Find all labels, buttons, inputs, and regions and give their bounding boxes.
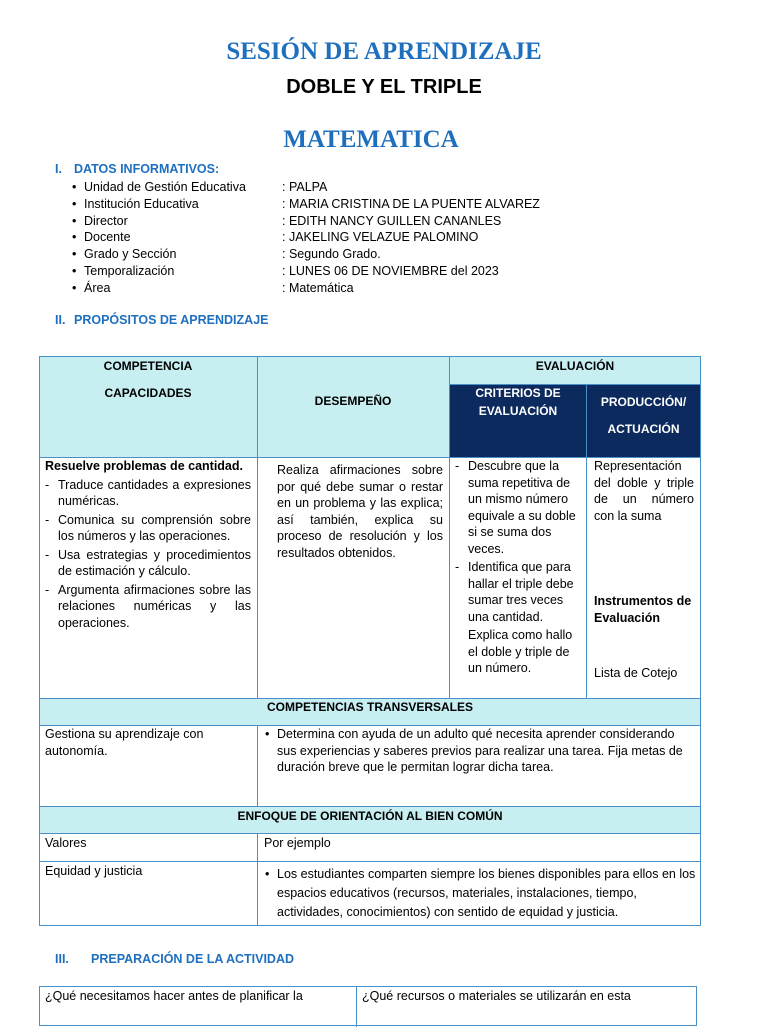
bullet-icon: • (72, 247, 77, 262)
info-value: : PALPA (282, 180, 328, 194)
transversales-header: COMPETENCIAS TRANSVERSALES (266, 700, 474, 714)
capacidades-list (45, 477, 251, 632)
ejemplo-label: Por ejemplo (264, 836, 331, 850)
info-label: Director (84, 213, 128, 228)
bullet-icon: • (72, 196, 77, 211)
preparation-col-2: ¿Qué recursos o materiales se utilizarán en esta (362, 989, 631, 1003)
section-2-title: PROPÓSITOS DE APRENDIZAJE (74, 313, 269, 327)
list-item: - Identifica que para hallar el triple debe sumar tres veces una cantidad. (455, 559, 581, 625)
grid-line (449, 384, 701, 385)
info-row (72, 196, 592, 213)
grid-line (356, 987, 357, 1027)
list-item: - Argumenta afirmaciones sobre las relaciones numéricas y las operaciones. (45, 582, 251, 632)
info-value: : JAKELING VELAZUE PALOMINO (282, 230, 479, 245)
grid-line (39, 725, 701, 726)
info-label: Grado y Sección (84, 247, 177, 262)
evaluacion-header: EVALUACIÓN (535, 359, 615, 373)
section-1-number: I. (55, 162, 62, 176)
info-row (72, 179, 592, 196)
bullet-icon: • (72, 213, 77, 228)
session-subtitle: DOBLE Y EL TRIPLE (286, 76, 482, 98)
section-3-number: III. (55, 952, 69, 966)
session-title: SESIÓN DE APRENDIZAJE (226, 38, 542, 65)
info-row (72, 229, 592, 246)
grid-line (257, 356, 258, 698)
list-item: - Traduce cantidades a expresiones numéricas. (45, 477, 251, 510)
preparation-table (39, 986, 697, 1026)
info-row (72, 213, 592, 230)
info-label: Temporalización (84, 263, 175, 278)
criterios-cell (455, 458, 581, 677)
bullet-icon: • (265, 727, 270, 741)
instrumentos-title: Instrumentos de Evaluación (594, 594, 692, 625)
grid-line (39, 698, 701, 699)
grid-line (39, 356, 701, 357)
criterios-header: CRITERIOS DE EVALUACIÓN (475, 386, 561, 418)
preparation-col-1: ¿Qué necesitamos hacer antes de planificar la (45, 989, 303, 1003)
section-1-title: DATOS INFORMATIVOS: (74, 162, 220, 176)
competencia-header: COMPETENCIA (103, 359, 193, 373)
grid-line (449, 356, 450, 698)
criterios-extra: Explica como hallo el doble y triple de un número. (468, 628, 573, 675)
grid-line (700, 356, 701, 926)
bullet-icon: • (72, 230, 77, 245)
transversal-competencia: Gestiona su aprendizaje con autonomía. (45, 727, 204, 758)
info-row (72, 263, 592, 280)
info-value: : LUNES 06 DE NOVIEMBRE del 2023 (282, 263, 499, 278)
purposes-table (39, 356, 701, 926)
produccion-header-1: PRODUCCIÓN/ (600, 395, 687, 409)
info-label: Área (84, 280, 111, 295)
info-label: Institución Educativa (84, 196, 199, 211)
info-value: : Segundo Grado. (282, 247, 381, 262)
bullet-icon: • (72, 180, 77, 194)
section-3-title: PREPARACIÓN DE LA ACTIVIDAD (91, 952, 295, 966)
bullet-icon: • (72, 280, 77, 295)
info-list (72, 179, 592, 297)
bullet-icon: • (72, 263, 77, 278)
grid-line (39, 356, 40, 926)
produccion-header-2: ACTUACIÓN (607, 422, 680, 436)
desempeno-header: DESEMPEÑO (314, 394, 392, 408)
info-row (72, 246, 592, 263)
grid-line (257, 725, 258, 806)
grid-line (39, 457, 701, 458)
competencia-title: Resuelve problemas de cantidad. (45, 459, 243, 473)
produccion-text: Representación del doble y triple de un número con la suma (594, 459, 694, 523)
area-title: MATEMATICA (283, 126, 459, 153)
info-row (72, 280, 592, 297)
valor-value: Equidad y justicia (45, 864, 143, 878)
list-item: - Descubre que la suma repetitiva de un mismo número equivale a su doble si se suma dos veces. (455, 458, 581, 557)
ejemplo-desc-cell (263, 865, 697, 922)
enfoque-header: ENFOQUE DE ORIENTACIÓN AL BIEN COMÚN (237, 809, 503, 823)
valores-label: Valores (45, 836, 87, 850)
criterios-list (455, 458, 581, 625)
competencia-cell (45, 458, 251, 633)
instrumento-value: Lista de Cotejo (594, 666, 678, 680)
grid-line (257, 833, 258, 926)
ejemplo-desc: Los estudiantes comparten siempre los bienes disponibles para ellos en los espacios educativos (recursos, materiales, instalaciones, tiempo, actividades, conocimientos) con sentido de equidad y justicia. (277, 867, 696, 919)
grid-line (39, 833, 701, 834)
grid-line (586, 384, 587, 698)
capacidades-header: CAPACIDADES (104, 386, 192, 400)
bullet-icon: • (265, 867, 270, 881)
info-value: : EDITH NANCY GUILLEN CANANLES (282, 213, 502, 228)
info-label: Unidad de Gestión Educativa (84, 180, 246, 194)
transversal-desc-cell (263, 726, 695, 776)
transversal-desc: Determina con ayuda de un adulto qué necesita aprender considerando sus experiencias y saberes previos para realizar una tarea. Fija metas de duración breve que le permitan lograr dicha tarea. (277, 727, 683, 774)
grid-line (39, 925, 701, 926)
info-value: : MARIA CRISTINA DE LA PUENTE ALVAREZ (282, 196, 540, 211)
grid-line (39, 806, 701, 807)
desempeno-text: Realiza afirmaciones sobre por qué debe sumar o restar en un problema y las explica; así también, explica su proceso de resolución y los resultados obtenidos. (277, 463, 443, 560)
list-item: - Usa estrategias y procedimientos de estimación y cálculo. (45, 547, 251, 580)
section-2-number: II. (55, 313, 66, 327)
info-label: Docente (84, 230, 131, 245)
grid-line (39, 861, 701, 862)
info-value: : Matemática (282, 280, 354, 295)
list-item: - Comunica su comprensión sobre los números y las operaciones. (45, 512, 251, 545)
